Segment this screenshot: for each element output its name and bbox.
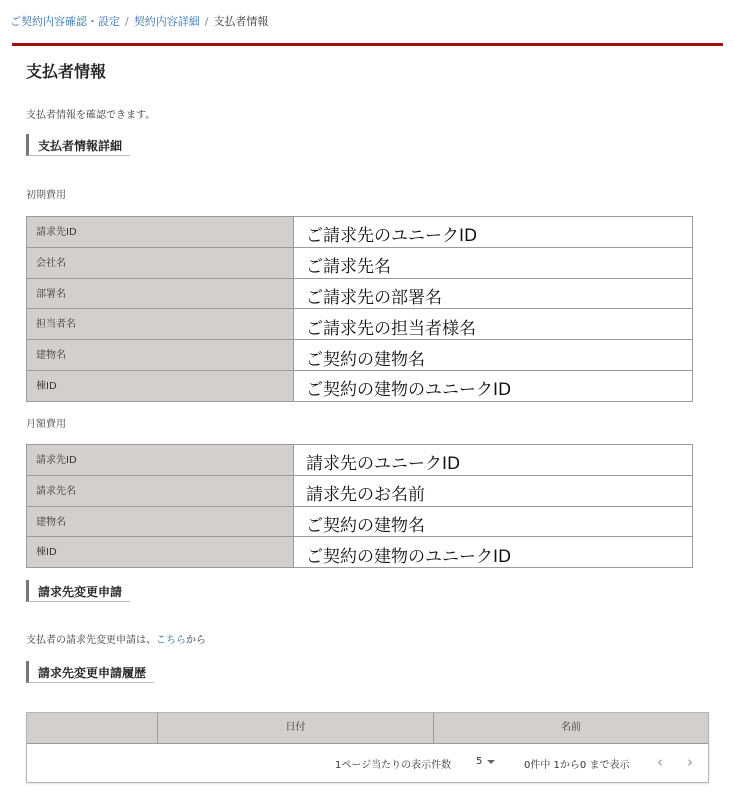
row-key: 棟ID xyxy=(27,537,294,568)
chevron-right-icon[interactable]: › xyxy=(687,753,693,771)
row-key: 建物名 xyxy=(27,506,294,537)
breadcrumb-link-contract-detail[interactable]: 契約内容詳細 xyxy=(133,15,200,28)
breadcrumb xyxy=(10,13,268,29)
table-row xyxy=(27,537,693,568)
row-value: ご契約の建物名 xyxy=(294,506,693,537)
breadcrumb-current: 支払者情報 xyxy=(213,15,269,28)
chevron-left-icon[interactable]: ‹ xyxy=(657,753,663,771)
page-description: 支払者情報を確認できます。 xyxy=(26,110,156,121)
pagination-range: 0件中 1から0 まで表示 xyxy=(524,760,630,771)
column-header-blank xyxy=(27,713,158,743)
row-key: 請求先ID xyxy=(27,217,294,248)
column-header-date[interactable]: 日付 xyxy=(158,713,434,743)
table-row xyxy=(27,278,693,309)
section-heading-change-request: 請求先変更申請 xyxy=(26,580,130,602)
breadcrumb-separator: / xyxy=(204,15,209,28)
row-value: ご請求先名 xyxy=(294,247,693,278)
initial-cost-table xyxy=(26,216,693,402)
breadcrumb-separator: / xyxy=(125,15,129,28)
row-key: 請求先ID xyxy=(27,445,294,476)
table-row xyxy=(27,247,693,278)
table-row xyxy=(27,309,693,340)
row-key: 部署名 xyxy=(27,278,294,309)
row-value: ご契約の建物のユニークID xyxy=(294,537,693,568)
row-value: 請求先のユニークID xyxy=(294,445,693,476)
row-value: 請求先のお名前 xyxy=(294,475,693,506)
row-key: 会社名 xyxy=(27,247,294,278)
row-value: ご契約の建物のユニークID xyxy=(294,370,693,401)
change-request-link[interactable]: こちら xyxy=(156,635,186,646)
column-header-name[interactable]: 名前 xyxy=(561,722,581,733)
breadcrumb-link-contract-settings[interactable]: ご契約内容確認・設定 xyxy=(10,15,120,28)
monthly-cost-table xyxy=(26,444,693,568)
initial-cost-label: 初期費用 xyxy=(26,190,66,201)
row-key: 建物名 xyxy=(27,340,294,371)
section-heading-change-history: 請求先変更申請履歴 xyxy=(26,661,154,683)
row-value: ご請求先のユニークID xyxy=(294,217,693,248)
row-value: ご請求先の部署名 xyxy=(294,278,693,309)
change-request-note xyxy=(26,631,206,646)
table-row xyxy=(27,340,693,371)
table-header xyxy=(27,713,708,744)
table-row xyxy=(27,506,693,537)
rows-per-page-select[interactable]: 5 xyxy=(476,756,483,767)
table-row xyxy=(27,217,693,248)
rows-per-page-label: 1ページ当たりの表示件数 xyxy=(335,760,452,771)
page-title: 支払者情報 xyxy=(26,62,107,81)
row-value: ご請求先の担当者様名 xyxy=(294,309,693,340)
change-history-table xyxy=(26,712,709,783)
monthly-cost-label: 月額費用 xyxy=(26,419,66,430)
table-row xyxy=(27,370,693,401)
row-key: 棟ID xyxy=(27,370,294,401)
row-value: ご契約の建物名 xyxy=(294,340,693,371)
table-row xyxy=(27,475,693,506)
note-prefix: 支払者の請求先変更申請は、 xyxy=(26,635,156,646)
table-row xyxy=(27,445,693,476)
header-divider xyxy=(12,43,723,46)
row-key: 請求先名 xyxy=(27,475,294,506)
note-suffix: から xyxy=(186,635,206,646)
caret-down-icon[interactable] xyxy=(487,760,495,764)
section-heading-payer-detail: 支払者情報詳細 xyxy=(26,134,130,156)
row-key: 担当者名 xyxy=(27,309,294,340)
